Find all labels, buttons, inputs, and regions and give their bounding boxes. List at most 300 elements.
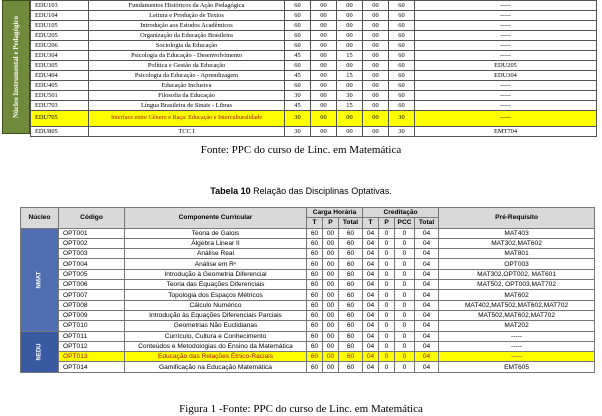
cell-name: Teoria das Equações Diferenciais <box>125 280 307 290</box>
cell-c3: 30 <box>337 91 363 101</box>
nucleo-label: NEDU <box>36 343 43 361</box>
cell-cp: 0 <box>379 352 395 362</box>
cell-code: OPT002 <box>59 238 125 248</box>
cell-c3: 00 <box>337 111 363 127</box>
header-cred-pcc: PCC <box>395 218 415 228</box>
cell-code: OPT011 <box>59 331 125 341</box>
cell-ctotal: 04 <box>415 321 439 331</box>
cell-p: 00 <box>323 362 339 372</box>
cell-name: Álgebra Linear II <box>125 238 307 248</box>
cell-req: EMT704 <box>415 127 597 137</box>
cell-req: ----- <box>415 21 597 31</box>
cell-pcc: 0 <box>395 280 415 290</box>
table-row <box>31 1 597 11</box>
cell-pcc: 0 <box>395 321 415 331</box>
cell-ctotal: 04 <box>415 331 439 341</box>
cell-t: 60 <box>307 290 323 300</box>
cell-cp: 0 <box>379 300 395 310</box>
cell-code: OPT009 <box>59 310 125 320</box>
header-componente: Componente Curricular <box>125 208 307 229</box>
cell-pcc: 0 <box>395 300 415 310</box>
cell-c1: 60 <box>285 81 311 91</box>
cell-t: 60 <box>307 238 323 248</box>
cell-c4: 00 <box>363 51 389 61</box>
cell-p: 00 <box>323 331 339 341</box>
cell-code: EDU205 <box>31 31 89 41</box>
cell-c4: 00 <box>363 101 389 111</box>
cell-pcc: 0 <box>395 331 415 341</box>
table-row <box>31 41 597 51</box>
cell-name: Fundamentos Históricos da Ação Pedagógica <box>89 1 285 11</box>
cell-c4: 00 <box>363 41 389 51</box>
cell-c5: 60 <box>389 71 415 81</box>
cell-t: 60 <box>307 228 323 238</box>
cell-req: ----- <box>415 41 597 51</box>
cell-req: ----- <box>415 51 597 61</box>
cell-name: Geometrias Não Euclidianas <box>125 321 307 331</box>
nucleo-nmat-cell <box>21 228 59 331</box>
cell-name: Cálculo Numérico <box>125 300 307 310</box>
cell-cp: 0 <box>379 238 395 248</box>
cell-c1: 60 <box>285 41 311 51</box>
cell-c1: 60 <box>285 21 311 31</box>
cell-c5: 30 <box>389 127 415 137</box>
cell-c4: 00 <box>363 1 389 11</box>
cell-name: Conteúdos e Metodologias do Ensino da Matemática <box>125 341 307 351</box>
header-row-1 <box>21 208 595 218</box>
header-creditacao: Creditação <box>363 208 439 218</box>
cell-total: 60 <box>339 259 363 269</box>
table-row <box>21 290 595 300</box>
cell-total: 60 <box>339 290 363 300</box>
cell-c2: 00 <box>311 111 337 127</box>
cell-c1: 60 <box>285 11 311 21</box>
curriculum-table <box>30 0 597 137</box>
cell-name: Língua Brasileira de Sinais - Libras <box>89 101 285 111</box>
cell-ctotal: 04 <box>415 300 439 310</box>
table-row <box>21 310 595 320</box>
cell-c4: 00 <box>363 81 389 91</box>
cell-t: 60 <box>307 249 323 259</box>
cell-req: MAT202 <box>439 321 595 331</box>
cell-req: MAT302,MAT602 <box>439 238 595 248</box>
cell-t: 60 <box>307 259 323 269</box>
cell-code: EDU104 <box>31 11 89 21</box>
cell-req: ----- <box>415 11 597 21</box>
cell-c5: 60 <box>389 81 415 91</box>
cell-t: 60 <box>307 300 323 310</box>
cell-name: Análise Real <box>125 249 307 259</box>
table-row <box>21 331 595 341</box>
cell-c4: 00 <box>363 111 389 127</box>
cell-pcc: 0 <box>395 310 415 320</box>
cell-code: OPT003 <box>59 249 125 259</box>
header-pre-requisito: Pré-Requisito <box>439 208 595 229</box>
cell-total: 60 <box>339 352 363 362</box>
cell-c2: 00 <box>311 91 337 101</box>
cell-ctotal: 04 <box>415 249 439 259</box>
cell-pcc: 0 <box>395 362 415 372</box>
cell-p: 00 <box>323 300 339 310</box>
cell-cp: 0 <box>379 362 395 372</box>
cell-code: EDU103 <box>31 1 89 11</box>
nucleo-label: NMAT <box>36 271 43 289</box>
cell-total: 60 <box>339 249 363 259</box>
cell-req: ----- <box>415 81 597 91</box>
cell-c4: 00 <box>363 21 389 31</box>
cell-c1: 45 <box>285 101 311 111</box>
header-nucleo: Núcleo <box>21 208 59 229</box>
cell-c1: 60 <box>285 31 311 41</box>
cell-c2: 00 <box>311 11 337 21</box>
cell-name: Educação das Relações Étnico-Raciais <box>125 352 307 362</box>
table-row <box>31 101 597 111</box>
cell-c4: 00 <box>363 31 389 41</box>
cell-req: ----- <box>415 111 597 127</box>
cell-code: EDU304 <box>31 51 89 61</box>
cell-pcc: 0 <box>395 238 415 248</box>
cell-code: OPT012 <box>59 341 125 351</box>
table-row <box>31 31 597 41</box>
cell-total: 60 <box>339 228 363 238</box>
header-cred-p: P <box>379 218 395 228</box>
table-row <box>21 362 595 372</box>
table-row <box>31 61 597 71</box>
cell-code: OPT014 <box>59 362 125 372</box>
cell-code: OPT013 <box>59 352 125 362</box>
cell-c2: 00 <box>311 127 337 137</box>
cell-c3: 00 <box>337 81 363 91</box>
cell-name: Introdução aos Estudos Acadêmicos <box>89 21 285 31</box>
cell-name: Análise em Rⁿ <box>125 259 307 269</box>
cell-name: Introdução à Geometria Diferencial <box>125 269 307 279</box>
cell-code: EDU404 <box>31 71 89 81</box>
cell-cp: 0 <box>379 259 395 269</box>
table-row <box>31 111 597 127</box>
curriculum-table-body <box>31 1 597 137</box>
cell-t: 60 <box>307 341 323 351</box>
cell-ct: 04 <box>363 290 379 300</box>
cell-c3: 00 <box>337 1 363 11</box>
header-cred-t: T <box>363 218 379 228</box>
cell-req: EMT605 <box>439 362 595 372</box>
table-row <box>21 300 595 310</box>
cell-code: EDU105 <box>31 21 89 31</box>
cell-total: 60 <box>339 331 363 341</box>
cell-c5: 60 <box>389 41 415 51</box>
table-row <box>31 127 597 137</box>
figure-caption: Figura 1 -Fonte: PPC do curso de Linc. em Matemática <box>179 403 423 415</box>
cell-c1: 30 <box>285 127 311 137</box>
cell-name: Gamificação na Educação Matemática <box>125 362 307 372</box>
table-row <box>31 11 597 21</box>
cell-c4: 00 <box>363 71 389 81</box>
cell-req: MAT801 <box>439 249 595 259</box>
cell-name: Psicologia da Educação - Aprendizagem <box>89 71 285 81</box>
cell-p: 00 <box>323 249 339 259</box>
cell-t: 60 <box>307 280 323 290</box>
table-row <box>21 321 595 331</box>
cell-req: ----- <box>415 101 597 111</box>
cell-c5: 60 <box>389 101 415 111</box>
cell-cp: 0 <box>379 310 395 320</box>
cell-code: EDU805 <box>31 127 89 137</box>
table-caption-source: Fonte: PPC do curso de Linc. em Matemática <box>200 144 402 156</box>
cell-ctotal: 04 <box>415 362 439 372</box>
cell-code: OPT001 <box>59 228 125 238</box>
cell-name: Filosofia da Educação <box>89 91 285 101</box>
cell-c5: 30 <box>389 111 415 127</box>
cell-code: OPT005 <box>59 269 125 279</box>
cell-req: MAT302,OPT002, MAT601 <box>439 269 595 279</box>
cell-c1: 45 <box>285 51 311 61</box>
cell-c3: 00 <box>337 11 363 21</box>
cell-ctotal: 04 <box>415 228 439 238</box>
cell-req: EDU205 <box>415 61 597 71</box>
header-cred-total: Total <box>415 218 439 228</box>
table-row <box>31 91 597 101</box>
cell-total: 60 <box>339 269 363 279</box>
cell-code: EDU405 <box>31 81 89 91</box>
cell-ctotal: 04 <box>415 310 439 320</box>
table-row <box>21 238 595 248</box>
cell-p: 00 <box>323 290 339 300</box>
cell-ctotal: 04 <box>415 280 439 290</box>
cell-c3: 00 <box>337 41 363 51</box>
cell-ct: 04 <box>363 238 379 248</box>
cell-name: Currículo, Cultura e Conhecimento <box>125 331 307 341</box>
cell-name: Educação Inclusiva <box>89 81 285 91</box>
cell-c1: 45 <box>285 71 311 81</box>
table-row <box>31 51 597 61</box>
cell-p: 00 <box>323 321 339 331</box>
cell-c2: 00 <box>311 81 337 91</box>
cell-c1: 30 <box>285 111 311 127</box>
cell-p: 00 <box>323 341 339 351</box>
cell-code: OPT006 <box>59 280 125 290</box>
cell-c5: 60 <box>389 31 415 41</box>
cell-pcc: 0 <box>395 259 415 269</box>
cell-c2: 00 <box>311 51 337 61</box>
cell-name: Teoria de Galois <box>125 228 307 238</box>
cell-total: 60 <box>339 280 363 290</box>
cell-ct: 04 <box>363 249 379 259</box>
cell-total: 60 <box>339 321 363 331</box>
cell-p: 00 <box>323 269 339 279</box>
cell-cp: 0 <box>379 269 395 279</box>
cell-c5: 60 <box>389 21 415 31</box>
cell-name: Psicologia da Educação - Desenvolvimento <box>89 51 285 61</box>
cell-pcc: 0 <box>395 228 415 238</box>
table-row <box>31 81 597 91</box>
cell-req: OPT003 <box>439 259 595 269</box>
cell-name: Interface entre Gênero e Raça: Educação e Interculturalidade <box>89 111 285 127</box>
cell-c5: 60 <box>389 11 415 21</box>
cell-pcc: 0 <box>395 249 415 259</box>
cell-p: 00 <box>323 259 339 269</box>
cell-cp: 0 <box>379 280 395 290</box>
cell-code: EDU501 <box>31 91 89 101</box>
table-row <box>21 352 595 362</box>
cell-pcc: 0 <box>395 269 415 279</box>
cell-c3: 00 <box>337 21 363 31</box>
cell-t: 60 <box>307 321 323 331</box>
cell-total: 60 <box>339 300 363 310</box>
header-t: T <box>307 218 323 228</box>
cell-t: 60 <box>307 362 323 372</box>
cell-c2: 00 <box>311 41 337 51</box>
cell-c1: 30 <box>285 91 311 101</box>
table-title-number: Tabela 10 <box>210 186 251 196</box>
cell-c4: 00 <box>363 11 389 21</box>
cell-c1: 60 <box>285 61 311 71</box>
cell-req: ----- <box>415 31 597 41</box>
cell-ctotal: 04 <box>415 269 439 279</box>
curriculum-table-fragment <box>0 0 602 134</box>
cell-total: 60 <box>339 310 363 320</box>
cell-name: Introdução às Equações Diferenciais Parciais <box>125 310 307 320</box>
cell-pcc: 0 <box>395 341 415 351</box>
cell-cp: 0 <box>379 290 395 300</box>
cell-c2: 00 <box>311 1 337 11</box>
table-row <box>21 280 595 290</box>
cell-t: 60 <box>307 352 323 362</box>
cell-c4: 00 <box>363 61 389 71</box>
cell-req: ----- <box>439 331 595 341</box>
cell-ctotal: 04 <box>415 238 439 248</box>
cell-c5: 60 <box>389 91 415 101</box>
cell-ctotal: 04 <box>415 352 439 362</box>
cell-ct: 04 <box>363 310 379 320</box>
cell-ct: 04 <box>363 259 379 269</box>
cell-p: 00 <box>323 280 339 290</box>
cell-name: Política e Gestão da Educação <box>89 61 285 71</box>
cell-req: ----- <box>439 352 595 362</box>
cell-code: OPT004 <box>59 259 125 269</box>
cell-ct: 04 <box>363 228 379 238</box>
cell-code: OPT010 <box>59 321 125 331</box>
nucleo-side-label-cell <box>2 0 30 134</box>
nucleo-nedu-cell <box>21 331 59 372</box>
optional-courses-table <box>20 207 595 373</box>
cell-name: TCC I <box>89 127 285 137</box>
cell-c2: 00 <box>311 21 337 31</box>
cell-code: OPT007 <box>59 290 125 300</box>
optional-courses-body <box>21 228 595 372</box>
cell-c4: 00 <box>363 127 389 137</box>
cell-t: 60 <box>307 269 323 279</box>
table-row <box>21 341 595 351</box>
table-row <box>31 21 597 31</box>
cell-ctotal: 04 <box>415 341 439 351</box>
cell-req: MAT402,MAT502,MAT602,MAT702 <box>439 300 595 310</box>
cell-name: Leitura e Produção de Textos <box>89 11 285 21</box>
cell-c2: 00 <box>311 71 337 81</box>
cell-ct: 04 <box>363 362 379 372</box>
cell-cp: 0 <box>379 341 395 351</box>
cell-ctotal: 04 <box>415 290 439 300</box>
nucleo-side-label: Núcleo Instrumental e Pedagógico <box>12 15 20 119</box>
cell-total: 60 <box>339 238 363 248</box>
header-total: Total <box>339 218 363 228</box>
cell-code: OPT008 <box>59 300 125 310</box>
cell-total: 60 <box>339 362 363 372</box>
cell-c3: 15 <box>337 101 363 111</box>
cell-c2: 00 <box>311 31 337 41</box>
cell-c2: 00 <box>311 61 337 71</box>
cell-c3: 00 <box>337 31 363 41</box>
cell-name: Sociologia da Educação <box>89 41 285 51</box>
cell-t: 60 <box>307 331 323 341</box>
cell-p: 00 <box>323 310 339 320</box>
cell-ct: 04 <box>363 269 379 279</box>
cell-ct: 04 <box>363 341 379 351</box>
cell-c3: 00 <box>337 127 363 137</box>
cell-code: EDU705 <box>31 111 89 127</box>
cell-c3: 15 <box>337 71 363 81</box>
cell-req: MAT502, OPT003,MAT702 <box>439 280 595 290</box>
cell-code: EDU206 <box>31 41 89 51</box>
cell-req: EDU304 <box>415 71 597 81</box>
table-title-text: Relação das Disciplinas Optativas. <box>250 186 392 196</box>
cell-c4: 00 <box>363 91 389 101</box>
cell-cp: 0 <box>379 249 395 259</box>
cell-cp: 0 <box>379 331 395 341</box>
cell-ct: 04 <box>363 331 379 341</box>
cell-c1: 60 <box>285 1 311 11</box>
table-row <box>21 228 595 238</box>
table-row <box>21 269 595 279</box>
cell-name: Organização da Educação Brasileira <box>89 31 285 41</box>
cell-c3: 15 <box>337 51 363 61</box>
cell-t: 60 <box>307 310 323 320</box>
cell-p: 00 <box>323 238 339 248</box>
cell-req: MAT502,MAT602,MAT702 <box>439 310 595 320</box>
cell-ct: 04 <box>363 321 379 331</box>
header-p: P <box>323 218 339 228</box>
cell-name: Topologia dos Espaços Métricos <box>125 290 307 300</box>
table-row <box>31 71 597 81</box>
cell-p: 00 <box>323 228 339 238</box>
cell-c5: 60 <box>389 1 415 11</box>
cell-pcc: 0 <box>395 352 415 362</box>
cell-ct: 04 <box>363 300 379 310</box>
cell-c3: 00 <box>337 61 363 71</box>
cell-c5: 60 <box>389 51 415 61</box>
cell-c2: 00 <box>311 101 337 111</box>
cell-cp: 0 <box>379 321 395 331</box>
cell-p: 00 <box>323 352 339 362</box>
cell-req: ----- <box>415 91 597 101</box>
cell-ctotal: 04 <box>415 259 439 269</box>
cell-ct: 04 <box>363 352 379 362</box>
cell-ct: 04 <box>363 280 379 290</box>
cell-c5: 60 <box>389 61 415 71</box>
cell-pcc: 0 <box>395 290 415 300</box>
cell-req: ----- <box>439 341 595 351</box>
cell-code: EDU703 <box>31 101 89 111</box>
table-row <box>21 249 595 259</box>
cell-req: ----- <box>415 1 597 11</box>
cell-code: EDU305 <box>31 61 89 71</box>
header-codigo: Código <box>59 208 125 229</box>
header-carga-horaria: Carga Horária <box>307 208 363 218</box>
cell-total: 60 <box>339 341 363 351</box>
cell-req: MAT602 <box>439 290 595 300</box>
table-title <box>0 186 602 196</box>
cell-req: MAT403 <box>439 228 595 238</box>
cell-cp: 0 <box>379 228 395 238</box>
